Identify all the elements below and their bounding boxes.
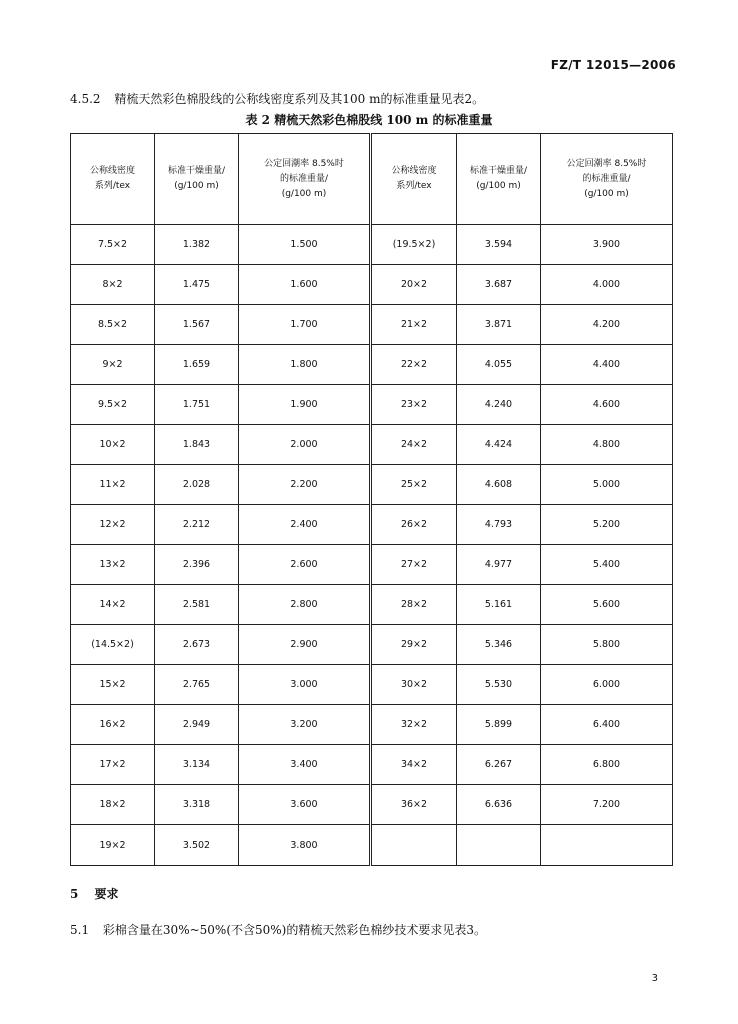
table-row — [71, 825, 673, 866]
cell-density-right: 25×2 — [371, 465, 457, 505]
cell-standard-weight-right: 4.800 — [541, 425, 673, 465]
cell-density-left: 19×2 — [71, 825, 155, 866]
cell-density-right: 30×2 — [371, 665, 457, 705]
cell-density-right — [371, 825, 457, 866]
cell-dry-weight-right — [457, 825, 541, 866]
cell-density-left: 15×2 — [71, 665, 155, 705]
cell-density-left: 16×2 — [71, 705, 155, 745]
cell-standard-weight-right: 5.000 — [541, 465, 673, 505]
cell-density-left: 8×2 — [71, 265, 155, 305]
cell-standard-weight-left: 1.900 — [239, 385, 371, 425]
cell-density-left: (14.5×2) — [71, 625, 155, 665]
cell-standard-weight-left: 1.700 — [239, 305, 371, 345]
cell-dry-weight-left: 1.751 — [155, 385, 239, 425]
cell-standard-weight-left: 3.400 — [239, 745, 371, 785]
cell-standard-weight-right: 5.200 — [541, 505, 673, 545]
cell-dry-weight-left: 2.765 — [155, 665, 239, 705]
cell-density-right: 27×2 — [371, 545, 457, 585]
cell-dry-weight-left: 1.659 — [155, 345, 239, 385]
cell-density-left: 11×2 — [71, 465, 155, 505]
cell-density-right: 34×2 — [371, 745, 457, 785]
cell-dry-weight-right: 5.899 — [457, 705, 541, 745]
cell-dry-weight-right: 4.055 — [457, 345, 541, 385]
cell-standard-weight-right: 3.900 — [541, 225, 673, 265]
standard-weight-table — [70, 133, 673, 866]
cell-dry-weight-left: 2.673 — [155, 625, 239, 665]
table-row — [71, 505, 673, 545]
clause-4-5-2 — [70, 90, 484, 107]
cell-dry-weight-left: 3.318 — [155, 785, 239, 825]
cell-dry-weight-left: 3.502 — [155, 825, 239, 866]
cell-density-right: 20×2 — [371, 265, 457, 305]
clause-text: 精梳天然彩色棉股线的公称线密度系列及其100 m的标准重量见表2。 — [114, 92, 485, 106]
cell-density-right: 36×2 — [371, 785, 457, 825]
cell-density-right: 29×2 — [371, 625, 457, 665]
cell-standard-weight-right: 5.400 — [541, 545, 673, 585]
cell-density-left: 14×2 — [71, 585, 155, 625]
cell-standard-weight-left: 3.600 — [239, 785, 371, 825]
cell-density-right: 32×2 — [371, 705, 457, 745]
table-row — [71, 705, 673, 745]
cell-standard-weight-right: 7.200 — [541, 785, 673, 825]
cell-standard-weight-right: 6.000 — [541, 665, 673, 705]
cell-standard-weight-left: 1.800 — [239, 345, 371, 385]
table-row — [71, 665, 673, 705]
cell-density-left: 10×2 — [71, 425, 155, 465]
cell-density-right: 28×2 — [371, 585, 457, 625]
cell-standard-weight-right: 4.200 — [541, 305, 673, 345]
cell-density-left: 17×2 — [71, 745, 155, 785]
table-row — [71, 585, 673, 625]
cell-standard-weight-left: 2.900 — [239, 625, 371, 665]
cell-standard-weight-left: 3.200 — [239, 705, 371, 745]
table-row — [71, 265, 673, 305]
table-row — [71, 425, 673, 465]
cell-dry-weight-right: 3.594 — [457, 225, 541, 265]
cell-standard-weight-right: 6.400 — [541, 705, 673, 745]
cell-dry-weight-right: 4.608 — [457, 465, 541, 505]
table-row — [71, 345, 673, 385]
cell-density-left: 13×2 — [71, 545, 155, 585]
standard-code: FZ/T 12015—2006 — [550, 58, 676, 72]
cell-dry-weight-left: 2.212 — [155, 505, 239, 545]
cell-density-left: 18×2 — [71, 785, 155, 825]
cell-dry-weight-left: 2.581 — [155, 585, 239, 625]
table-row — [71, 305, 673, 345]
cell-dry-weight-left: 2.028 — [155, 465, 239, 505]
cell-standard-weight-right: 4.400 — [541, 345, 673, 385]
cell-density-right: 26×2 — [371, 505, 457, 545]
table-row — [71, 745, 673, 785]
header-standard-weight-left: 公定回潮率 8.5%时 的标准重量/ (g/100 m) — [239, 134, 371, 225]
cell-standard-weight-right: 6.800 — [541, 745, 673, 785]
cell-density-right: 23×2 — [371, 385, 457, 425]
cell-standard-weight-right: 4.600 — [541, 385, 673, 425]
cell-dry-weight-left: 1.567 — [155, 305, 239, 345]
cell-dry-weight-left: 1.475 — [155, 265, 239, 305]
section-5-heading — [70, 885, 119, 902]
cell-density-left: 9.5×2 — [71, 385, 155, 425]
cell-dry-weight-right: 4.240 — [457, 385, 541, 425]
header-density-right: 公称线密度 系列/tex — [371, 134, 457, 225]
section-number: 5 — [70, 887, 79, 901]
table-row — [71, 785, 673, 825]
cell-density-left: 12×2 — [71, 505, 155, 545]
cell-standard-weight-left: 2.800 — [239, 585, 371, 625]
cell-dry-weight-right: 4.793 — [457, 505, 541, 545]
clause-number: 5.1 — [70, 923, 90, 937]
cell-standard-weight-left: 3.000 — [239, 665, 371, 705]
page-number: 3 — [651, 973, 658, 984]
cell-standard-weight-right: 5.800 — [541, 625, 673, 665]
table-header-row — [71, 134, 673, 225]
header-dry-weight-left: 标准干燥重量/ (g/100 m) — [155, 134, 239, 225]
cell-density-right: 21×2 — [371, 305, 457, 345]
table-row — [71, 465, 673, 505]
cell-standard-weight-left: 2.200 — [239, 465, 371, 505]
header-standard-weight-right: 公定回潮率 8.5%时 的标准重量/ (g/100 m) — [541, 134, 673, 225]
cell-standard-weight-left: 1.600 — [239, 265, 371, 305]
clause-5-1 — [70, 921, 486, 938]
cell-dry-weight-right: 5.161 — [457, 585, 541, 625]
cell-dry-weight-right: 6.636 — [457, 785, 541, 825]
section-title: 要求 — [94, 887, 119, 901]
table-row — [71, 545, 673, 585]
cell-standard-weight-right: 5.600 — [541, 585, 673, 625]
cell-dry-weight-left: 3.134 — [155, 745, 239, 785]
cell-dry-weight-right: 3.687 — [457, 265, 541, 305]
cell-dry-weight-left: 2.949 — [155, 705, 239, 745]
cell-density-left: 9×2 — [71, 345, 155, 385]
table-row — [71, 625, 673, 665]
cell-standard-weight-left: 1.500 — [239, 225, 371, 265]
clause-text: 彩棉含量在30%~50%(不含50%)的精梳天然彩色棉纱技术要求见表3。 — [102, 923, 486, 937]
cell-density-left: 7.5×2 — [71, 225, 155, 265]
cell-dry-weight-right: 4.977 — [457, 545, 541, 585]
cell-standard-weight-left: 2.000 — [239, 425, 371, 465]
header-dry-weight-right: 标准干燥重量/ (g/100 m) — [457, 134, 541, 225]
cell-density-right: 24×2 — [371, 425, 457, 465]
cell-dry-weight-left: 1.843 — [155, 425, 239, 465]
cell-dry-weight-right: 5.530 — [457, 665, 541, 705]
cell-standard-weight-right: 4.000 — [541, 265, 673, 305]
table-caption: 表 2 精梳天然彩色棉股线 100 m 的标准重量 — [245, 113, 493, 127]
cell-dry-weight-right: 5.346 — [457, 625, 541, 665]
table-row — [71, 385, 673, 425]
cell-standard-weight-right — [541, 825, 673, 866]
cell-density-left: 8.5×2 — [71, 305, 155, 345]
cell-dry-weight-left: 2.396 — [155, 545, 239, 585]
clause-number: 4.5.2 — [70, 92, 101, 106]
cell-density-right: 22×2 — [371, 345, 457, 385]
table-row — [71, 225, 673, 265]
cell-density-right: (19.5×2) — [371, 225, 457, 265]
cell-dry-weight-right: 4.424 — [457, 425, 541, 465]
cell-dry-weight-left: 1.382 — [155, 225, 239, 265]
cell-standard-weight-left: 3.800 — [239, 825, 371, 866]
cell-dry-weight-right: 3.871 — [457, 305, 541, 345]
cell-standard-weight-left: 2.600 — [239, 545, 371, 585]
cell-standard-weight-left: 2.400 — [239, 505, 371, 545]
cell-dry-weight-right: 6.267 — [457, 745, 541, 785]
header-density-left: 公称线密度 系列/tex — [71, 134, 155, 225]
